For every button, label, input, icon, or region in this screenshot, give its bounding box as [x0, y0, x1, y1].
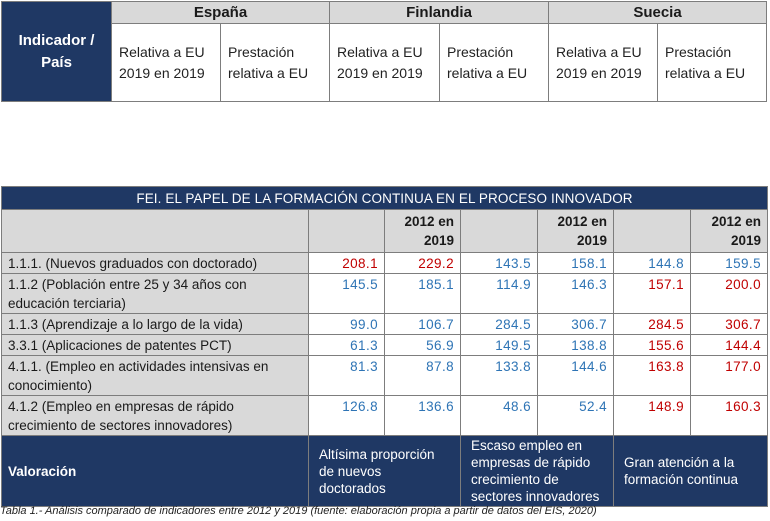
value-cell: 99.0	[309, 314, 385, 335]
value-cell: 159.5	[691, 253, 768, 274]
country-header-finlandia: Finlandia	[330, 2, 549, 24]
value-cell: 208.1	[309, 253, 385, 274]
value-cell: 160.3	[691, 396, 768, 436]
value-cell: 52.4	[538, 396, 614, 436]
value-cell: 284.5	[461, 314, 538, 335]
value-cell: 133.8	[461, 356, 538, 396]
value-cell: 126.8	[309, 396, 385, 436]
value-cell: 149.5	[461, 335, 538, 356]
value-cell: 87.8	[385, 356, 461, 396]
indicator-country-header: Indicador / País	[2, 2, 112, 102]
value-cell: 56.9	[385, 335, 461, 356]
indicator-table	[1, 186, 768, 507]
value-cell: 138.8	[538, 335, 614, 356]
value-cell: 157.1	[614, 274, 691, 314]
country-header-table	[1, 1, 767, 102]
value-cell: 114.9	[461, 274, 538, 314]
value-cell: 144.6	[538, 356, 614, 396]
header-cell-empty	[614, 210, 691, 253]
table-title: FEI. EL PAPEL DE LA FORMACIÓN CONTINUA EN EL PROCESO INNOVADOR	[2, 187, 768, 210]
country-header-espana: España	[112, 2, 330, 24]
value-cell: 306.7	[691, 314, 768, 335]
value-cell: 229.2	[385, 253, 461, 274]
value-cell: 61.3	[309, 335, 385, 356]
indicator-label: 1.1.2 (Población entre 25 y 34 años con educación terciaria)	[2, 274, 309, 314]
table-caption: Tabla 1.- Análisis comparado de indicadores entre 2012 y 2019 (fuente: elaboración propia a partir de datos del EIS, 2020)	[0, 505, 597, 517]
value-cell: 284.5	[614, 314, 691, 335]
value-cell: 177.0	[691, 356, 768, 396]
value-cell: 136.6	[385, 396, 461, 436]
table-row	[2, 335, 768, 356]
country-header-suecia: Suecia	[549, 2, 767, 24]
value-cell: 306.7	[538, 314, 614, 335]
table-row	[2, 356, 768, 396]
sub-header-prestacion: Prestación relativa a EU	[221, 24, 330, 102]
value-cell: 155.6	[614, 335, 691, 356]
valoracion-espana: Altísima proporción de nuevos doctorados	[309, 436, 461, 507]
value-cell: 143.5	[461, 253, 538, 274]
header-year: 2012 en 2019	[538, 210, 614, 253]
valoracion-label: Valoración	[2, 436, 309, 507]
value-cell: 200.0	[691, 274, 768, 314]
valoracion-row	[2, 436, 768, 507]
sub-header-relativa: Relativa a EU 2019 en 2019	[112, 24, 221, 102]
value-cell: 48.6	[461, 396, 538, 436]
sub-header-prestacion: Prestación relativa a EU	[440, 24, 549, 102]
valoracion-suecia: Gran atención a la formación continua	[614, 436, 768, 507]
value-cell: 144.8	[614, 253, 691, 274]
table-row	[2, 314, 768, 335]
value-cell: 148.9	[614, 396, 691, 436]
indicator-label: 3.3.1 (Aplicaciones de patentes PCT)	[2, 335, 309, 356]
value-cell: 145.5	[309, 274, 385, 314]
value-cell: 81.3	[309, 356, 385, 396]
header-year: 2012 en 2019	[691, 210, 768, 253]
table-row	[2, 396, 768, 436]
value-cell: 144.4	[691, 335, 768, 356]
header-cell-empty	[461, 210, 538, 253]
indicator-label: 1.1.1. (Nuevos graduados con doctorado)	[2, 253, 309, 274]
value-cell: 158.1	[538, 253, 614, 274]
value-cell: 106.7	[385, 314, 461, 335]
column-header-row	[2, 210, 768, 253]
table-row	[2, 253, 768, 274]
sub-header-relativa: Relativa a EU 2019 en 2019	[549, 24, 658, 102]
header-cell-empty	[2, 210, 309, 253]
value-cell: 163.8	[614, 356, 691, 396]
sub-header-relativa: Relativa a EU 2019 en 2019	[330, 24, 440, 102]
indicator-label: 4.1.1. (Empleo en actividades intensivas en conocimiento)	[2, 356, 309, 396]
header-cell-empty	[309, 210, 385, 253]
indicator-label: 4.1.2 (Empleo en empresas de rápido crecimiento de sectores innovadores)	[2, 396, 309, 436]
table-row	[2, 274, 768, 314]
value-cell: 146.3	[538, 274, 614, 314]
valoracion-finlandia: Escaso empleo en empresas de rápido crecimiento de sectores innovadores	[461, 436, 614, 507]
sub-header-prestacion: Prestación relativa a EU	[658, 24, 767, 102]
indicator-label: 1.1.3 (Aprendizaje a lo largo de la vida)	[2, 314, 309, 335]
value-cell: 185.1	[385, 274, 461, 314]
header-year: 2012 en 2019	[385, 210, 461, 253]
